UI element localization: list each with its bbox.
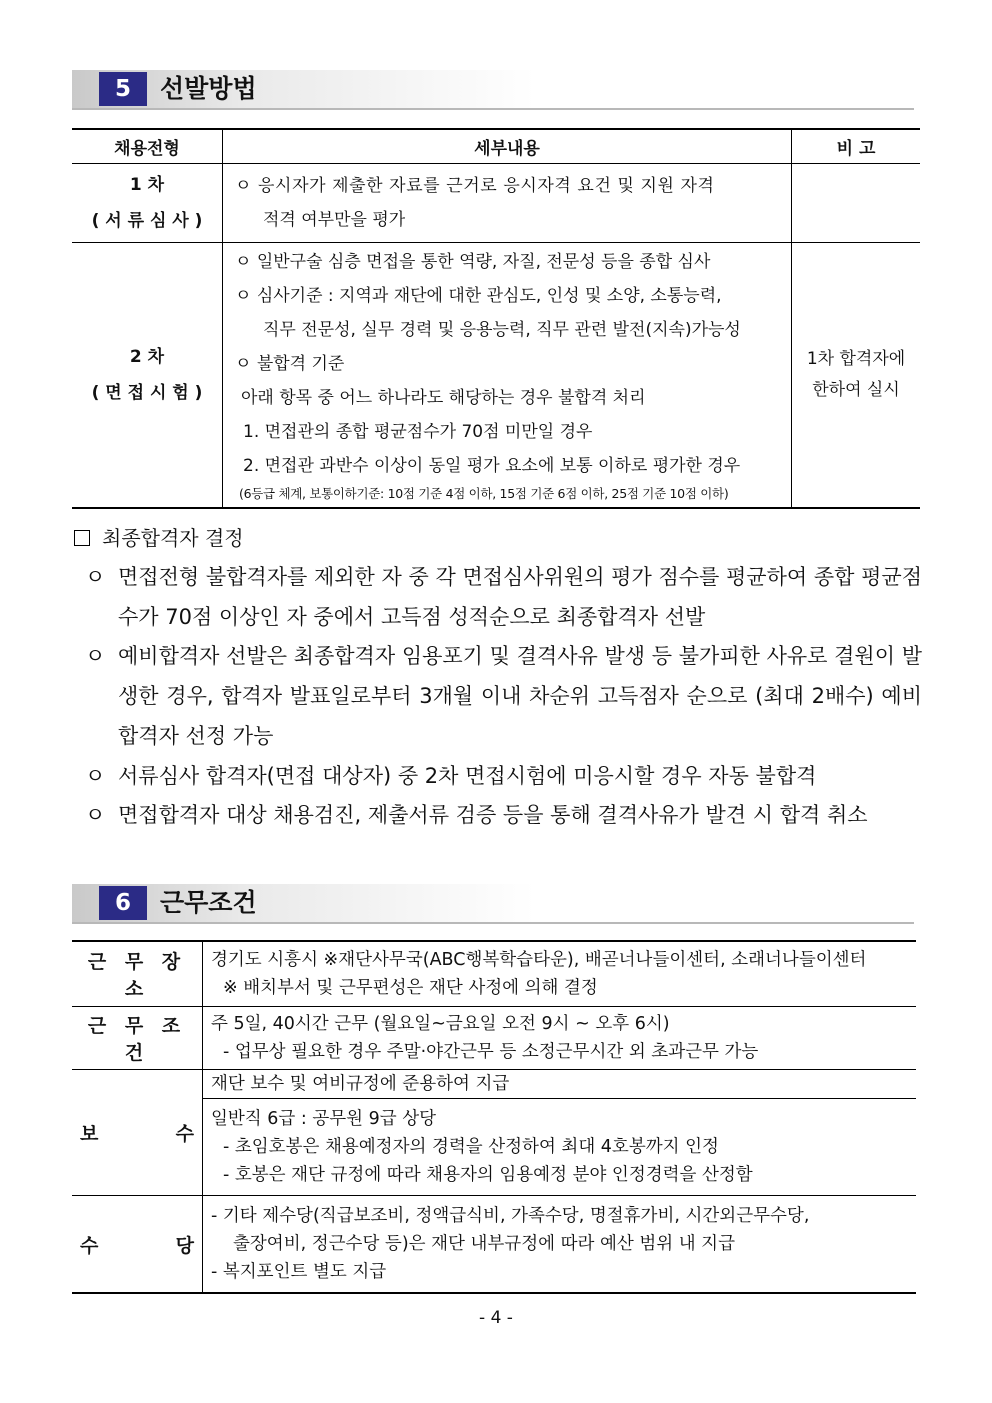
table-row: [72, 164, 920, 243]
circle-bullet-icon: ㅇ: [85, 644, 106, 669]
list-item-text: 예비합격자 선발은 최종합격자 임용포기 및 결격사유 발생 등 불가피한 사유로 결원이 발생한 경우, 합격자 발표일로부터 3개월 이내 차순위 고득점자 순으로 (최대 2배수) 예비 합격자 선정 가능: [118, 644, 922, 748]
list-item: [82, 637, 922, 756]
detail-line: 1. 면접관의 종합 평균점수가 70점 미만일 경우: [243, 422, 593, 442]
section-number: 6: [99, 886, 147, 920]
row-label: 근 무 조 건: [72, 1007, 203, 1070]
section-5-heading: [72, 70, 914, 114]
page-number: - 4 -: [479, 1308, 513, 1328]
value-line: - 업무상 필요한 경우 주말·야간근무 등 소정근무시간 외 초과근무 가능: [223, 1042, 759, 1062]
list-item: [82, 796, 922, 836]
stage-name: ( 서 류 심 사 ): [91, 211, 203, 231]
table-row: [72, 1070, 916, 1099]
value-line: 재단 보수 및 여비규정에 준용하여 지급: [211, 1074, 510, 1094]
section-6-heading: [72, 884, 914, 928]
list-item-text: 면접전형 불합격자를 제외한 자 중 각 면접심사위원의 평가 점수를 평균하여 종합 평균점수가 70점 이상인 자 중에서 고득점 성적순으로 최종합격자 선발: [118, 565, 922, 629]
note-cell: [792, 243, 921, 509]
value-line: 경기도 시흥시 ※재단사무국(ABC행복학습타운), 배곧너나들이센터, 소래너나들이센터: [211, 950, 867, 970]
row-value: [203, 1196, 917, 1294]
list-item-text: 서류심사 합격자(면접 대상자) 중 2차 면접시험에 미응시할 경우 자동 불합격: [118, 763, 817, 788]
stage-number: 1 차: [129, 175, 165, 195]
note-cell: [792, 164, 921, 243]
circle-bullet-icon: ㅇ: [85, 565, 106, 589]
value-line: 출장여비, 정근수당 등)은 재단 내부규정에 따라 예산 범위 내 지급: [233, 1234, 735, 1254]
value-line: 일반직 6급 : 공무원 9급 상당: [211, 1109, 437, 1129]
value-line: - 초임호봉은 채용예정자의 경력을 산정하여 최대 4호봉까지 인정: [223, 1137, 719, 1157]
row-label: 보 수: [72, 1070, 203, 1196]
header-details: 세부내용: [223, 129, 792, 164]
checkbox-square-icon: [74, 530, 90, 546]
detail-footnote: (6등급 체계, 보통이하기준: 10점 기준 4점 이하, 15점 기준 6점 이하, 25점 기준 10점 이하): [239, 486, 729, 501]
table-row: [72, 1196, 916, 1294]
circle-bullet-icon: ㅇ: [85, 763, 106, 788]
list-item: [82, 558, 922, 637]
section-number: 5: [99, 72, 147, 106]
value-line: ※ 배치부서 및 근무편성은 재단 사정에 의해 결정: [223, 978, 598, 998]
detail-line: 2. 면접관 과반수 이상이 동일 평가 요소에 보통 이하로 평가한 경우: [243, 456, 741, 476]
table-row: [72, 941, 916, 1007]
detail-line: 아래 항목 중 어느 하나라도 해당하는 경우 불합격 처리: [241, 388, 646, 408]
selection-table: [72, 128, 920, 509]
detail-line: ㅇ 일반구술 심층 면접을 통한 역량, 자질, 전문성 등을 종합 심사: [235, 252, 711, 272]
note-line: 1차 합격자에: [806, 349, 906, 369]
section-title: 근무조건: [160, 888, 257, 917]
list-item: [82, 757, 922, 797]
note-line: 한하여 실시: [812, 380, 900, 400]
stage-name: ( 면 접 시 험 ): [91, 383, 203, 403]
row-value: [203, 1070, 917, 1099]
detail-line: ㅇ 응시자가 제출한 자료를 근거로 응시자격 요건 및 지원 자격: [235, 176, 715, 196]
value-line: - 호봉은 재단 규정에 따라 채용자의 임용예정 분야 인정경력을 산정함: [223, 1165, 753, 1185]
section-title: 선발방법: [160, 74, 257, 103]
stage-cell: [72, 164, 223, 243]
table-header-row: [72, 129, 920, 164]
detail-line: ㅇ 심사기준 : 지역과 재단에 대한 관심도, 인성 및 소양, 소통능력,: [235, 286, 722, 306]
detail-line: 직무 전문성, 실무 경력 및 응용능력, 직무 관련 발전(지속)가능성: [263, 320, 741, 340]
final-decision-list: [82, 558, 922, 836]
circle-bullet-icon: ㅇ: [85, 803, 106, 828]
detail-line: 적격 여부만을 평가: [263, 210, 406, 230]
stage-number: 2 차: [129, 347, 165, 367]
details-cell: [223, 243, 792, 509]
details-cell: [223, 164, 792, 243]
heading-rule: [72, 108, 914, 110]
row-value: [203, 1099, 917, 1196]
table-row: [72, 243, 920, 509]
header-stage: 채용전형: [72, 129, 223, 164]
value-line: 주 5일, 40시간 근무 (월요일~금요일 오전 9시 ~ 오후 6시): [211, 1014, 670, 1034]
stage-cell: [72, 243, 223, 509]
row-value: [203, 941, 917, 1007]
value-line: - 복지포인트 별도 지급: [211, 1262, 387, 1282]
final-decision-title: 최종합격자 결정: [102, 526, 244, 550]
heading-rule: [72, 922, 914, 924]
row-label: 근 무 장 소: [72, 941, 203, 1007]
final-decision-heading: [74, 522, 244, 554]
list-item-text: 면접합격자 대상 채용검진, 제출서류 검증 등을 통해 결격사유가 발견 시 합격 취소: [118, 803, 868, 828]
header-note: 비 고: [792, 129, 921, 164]
table-row: [72, 1007, 916, 1070]
row-value: [203, 1007, 917, 1070]
detail-line: ㅇ 불합격 기준: [235, 354, 345, 374]
working-conditions-table: [72, 940, 916, 1294]
row-label: 수 당: [72, 1196, 203, 1294]
value-line: - 기타 제수당(직급보조비, 정액급식비, 가족수당, 명절휴가비, 시간외근무수당,: [211, 1206, 810, 1226]
